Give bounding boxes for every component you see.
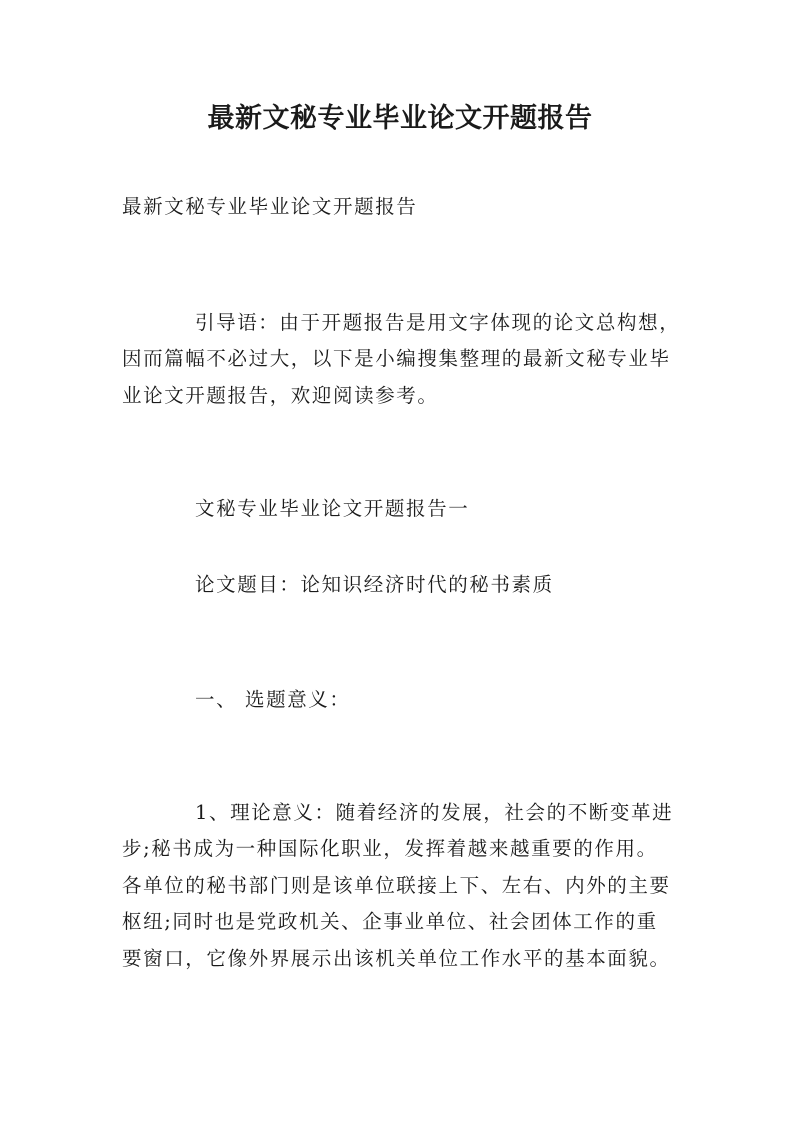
theory-line: 枢纽;同时也是党政机关、企事业单位、社会团体工作的重 [122,910,658,933]
document-subtitle: 最新文秘专业毕业论文开题报告 [122,195,418,218]
document-title: 最新文秘专业毕业论文开题报告 [207,103,593,134]
theory-line: 1、理论意义：随着经济的发展，社会的不断变革进 [195,801,674,824]
theory-line: 步;秘书成为一种国际化职业，发挥着越来越重要的作用。 [122,837,658,860]
thesis-title: 论文题目：论知识经济时代的秘书素质 [195,573,554,596]
section-heading: 文秘专业毕业论文开题报告一 [195,497,470,520]
theory-line: 要窗口，它像外界展示出该机关单位工作水平的基本面貌。 [122,947,671,970]
theory-line: 各单位的秘书部门则是该单位联接上下、左右、内外的主要 [122,874,671,897]
intro-line: 因而篇幅不必过大，以下是小编搜集整理的最新文秘专业毕 [122,347,671,370]
intro-line: 业论文开题报告，欢迎阅读参考。 [122,384,439,407]
part-one-heading: 一、 选题意义： [195,688,351,711]
intro-line: 引导语：由于开题报告是用文字体现的论文总构想， [195,311,681,334]
